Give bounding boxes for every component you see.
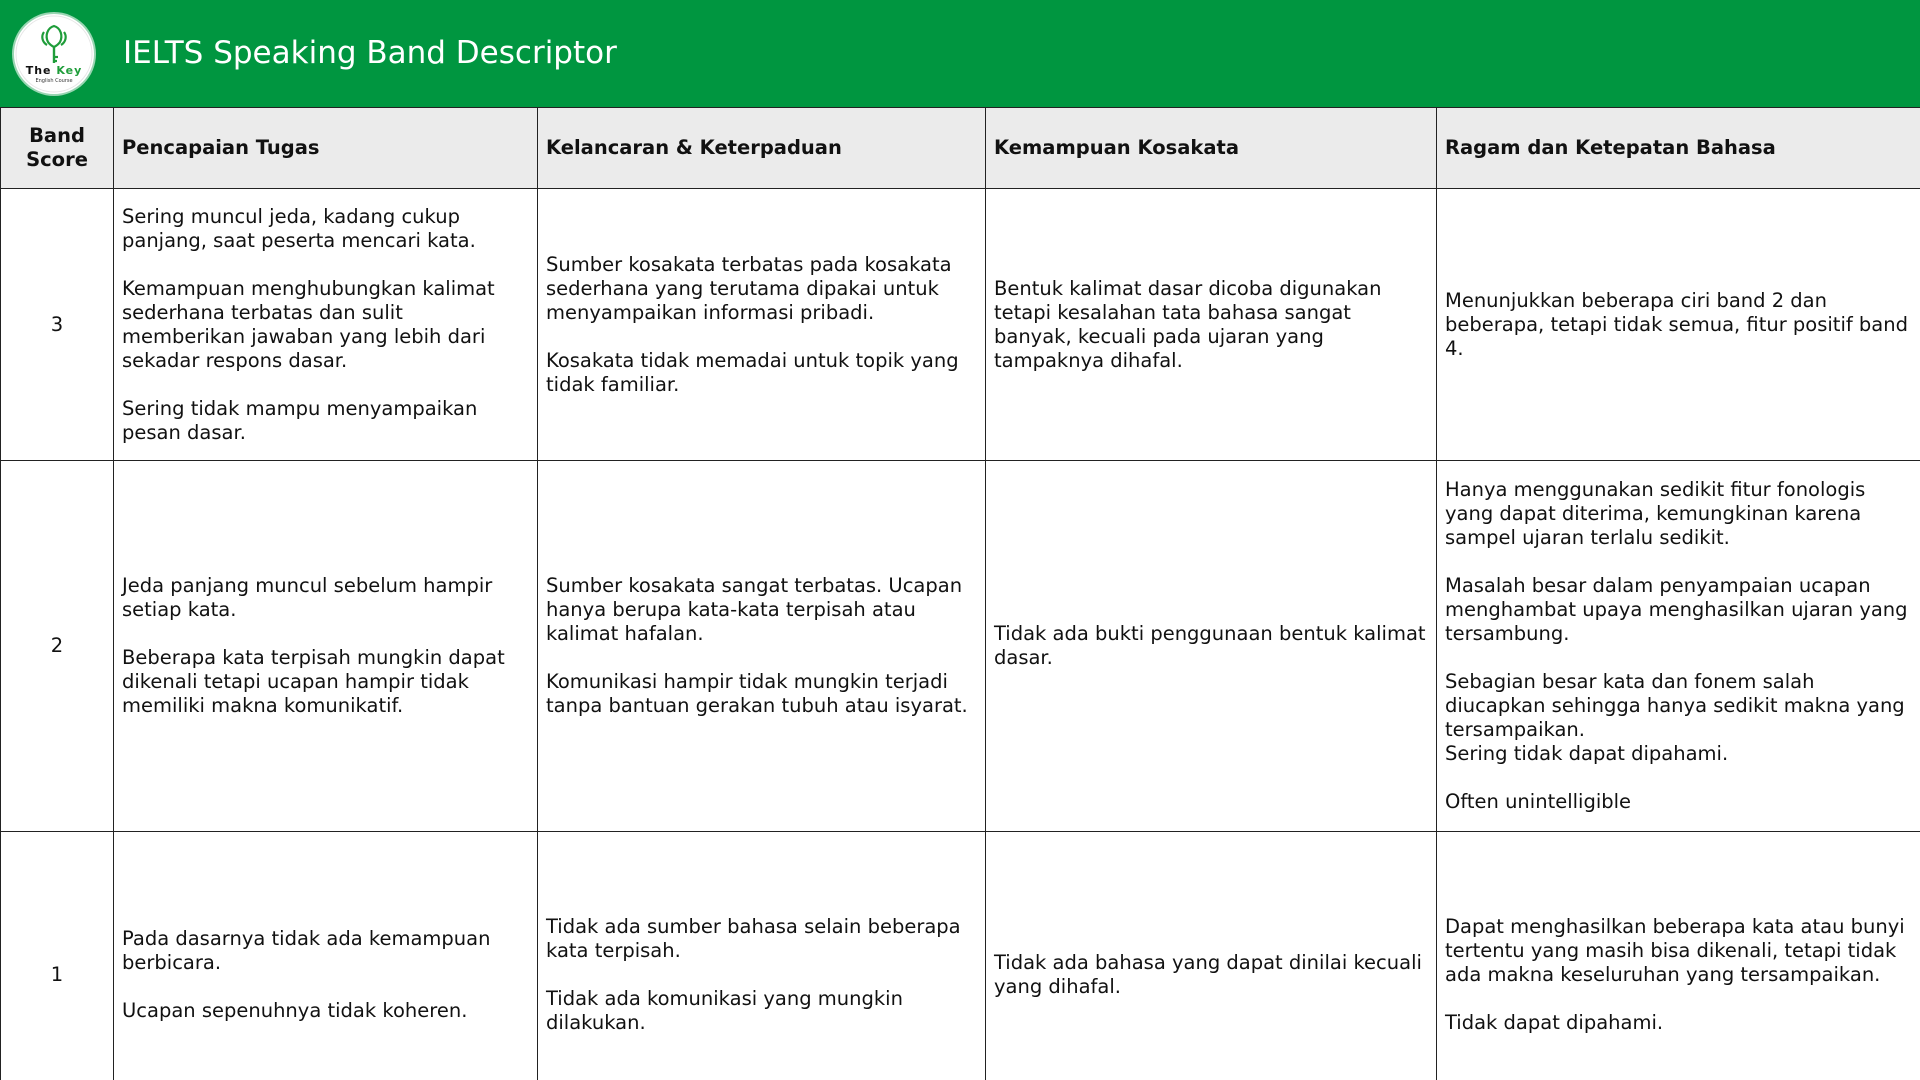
column-header-fluency-coherence: Kelancaran & Keterpaduan: [538, 108, 986, 189]
descriptor-text: Ucapan sepenuhnya tidak koheren.: [122, 999, 468, 1022]
table-row-band-1: [1, 832, 1920, 1080]
descriptor-text: Tidak ada bahasa yang dapat dinilai kecuali yang dihafal.: [994, 951, 1422, 998]
logo-wordmark: [14, 65, 94, 77]
logo-word-key: Key: [56, 64, 83, 77]
table-header-row: [1, 108, 1920, 189]
descriptor-text: Tidak ada bukti penggunaan bentuk kalimat dasar.: [994, 622, 1426, 669]
descriptor-text: Sebagian besar kata dan fonem salah diucapkan sehingga hanya sedikit makna yang tersampaikan.: [1445, 670, 1905, 741]
logo-word-the: The: [25, 64, 57, 77]
descriptor-text: Sumber kosakata sangat terbatas. Ucapan hanya berupa kata-kata terpisah atau kalimat hafalan.: [546, 574, 963, 645]
task-achievement-cell: [114, 832, 538, 1080]
descriptor-text: Sumber kosakata terbatas pada kosakata sederhana yang terutama dipakai untuk menyampaikan informasi pribadi.: [546, 252, 952, 324]
descriptor-text: Jeda panjang muncul sebelum hampir setiap kata.: [122, 574, 493, 621]
grammatical-range-cell: [1437, 832, 1920, 1080]
column-header-task-achievement: Pencapaian Tugas: [114, 108, 538, 189]
lexical-resource-cell: [986, 832, 1437, 1080]
descriptor-text: Komunikasi hampir tidak mungkin terjadi tanpa bantuan gerakan tubuh atau isyarat.: [546, 670, 968, 717]
fluency-coherence-cell: [538, 189, 986, 461]
descriptor-text: Hanya menggunakan sedikit fitur fonologis yang dapat diterima, kemungkinan karena sampel ujaran terlalu sedikit.: [1445, 478, 1866, 549]
grammatical-range-cell: [1437, 189, 1920, 461]
lexical-resource-cell: [986, 189, 1437, 461]
descriptor-text: Sering tidak mampu menyampaikan pesan dasar.: [122, 396, 478, 444]
fluency-coherence-cell: [538, 832, 986, 1080]
grammatical-range-cell: [1437, 461, 1920, 832]
descriptor-text: Masalah besar dalam penyampaian ucapan menghambat upaya menghasilkan ujaran yang tersambung.: [1445, 574, 1908, 645]
the-key-logo: [14, 14, 94, 94]
band-descriptor-table: [0, 107, 1920, 1080]
column-header-band-score: Band Score: [1, 108, 114, 189]
descriptor-text: Kemampuan menghubungkan kalimat sederhana terbatas dan sulit memberikan jawaban yang lebih dari sekadar respons dasar.: [122, 276, 495, 372]
task-achievement-cell: [114, 461, 538, 832]
task-achievement-cell: [114, 189, 538, 461]
descriptor-text: Beberapa kata terpisah mungkin dapat dikenali tetapi ucapan hampir tidak memiliki makna komunikatif.: [122, 646, 505, 717]
band-score-cell: 2: [1, 461, 114, 832]
descriptor-text: Pada dasarnya tidak ada kemampuan berbicara.: [122, 927, 491, 974]
fluency-coherence-cell: [538, 461, 986, 832]
descriptor-text: Bentuk kalimat dasar dicoba digunakan tetapi kesalahan tata bahasa sangat banyak, kecuali pada ujaran yang tampaknya dihafal.: [994, 276, 1382, 372]
descriptor-text: Kosakata tidak memadai untuk topik yang tidak familiar.: [546, 348, 959, 396]
band-score-cell: 3: [1, 189, 114, 461]
descriptor-text: Dapat menghasilkan beberapa kata atau bunyi tertentu yang masih bisa dikenali, tetapi tidak ada makna keseluruhan yang tersampaikan.: [1445, 915, 1905, 986]
descriptor-text: Sering muncul jeda, kadang cukup panjang, saat peserta mencari kata.: [122, 204, 476, 252]
column-header-lexical-resource: Kemampuan Kosakata: [986, 108, 1437, 189]
descriptor-text: Tidak ada sumber bahasa selain beberapa kata terpisah.: [546, 915, 961, 962]
descriptor-text: Menunjukkan beberapa ciri band 2 dan beberapa, tetapi tidak semua, fitur positif band 4.: [1445, 288, 1908, 360]
table-row-band-3: [1, 189, 1920, 461]
table-row-band-2: [1, 461, 1920, 832]
descriptor-text: Tidak ada komunikasi yang mungkin dilakukan.: [546, 987, 903, 1034]
page-title: IELTS Speaking Band Descriptor: [123, 35, 617, 71]
descriptor-text: Often unintelligible: [1445, 790, 1632, 813]
lexical-resource-cell: [986, 461, 1437, 832]
column-header-grammatical-range: Ragam dan Ketepatan Bahasa: [1437, 108, 1920, 189]
band-score-cell: 1: [1, 832, 114, 1080]
descriptor-text: Tidak dapat dipahami.: [1445, 1011, 1664, 1034]
logo-subtitle: English Course: [35, 78, 73, 84]
descriptor-text: Sering tidak dapat dipahami.: [1445, 742, 1729, 765]
header-bar: [0, 0, 1920, 107]
